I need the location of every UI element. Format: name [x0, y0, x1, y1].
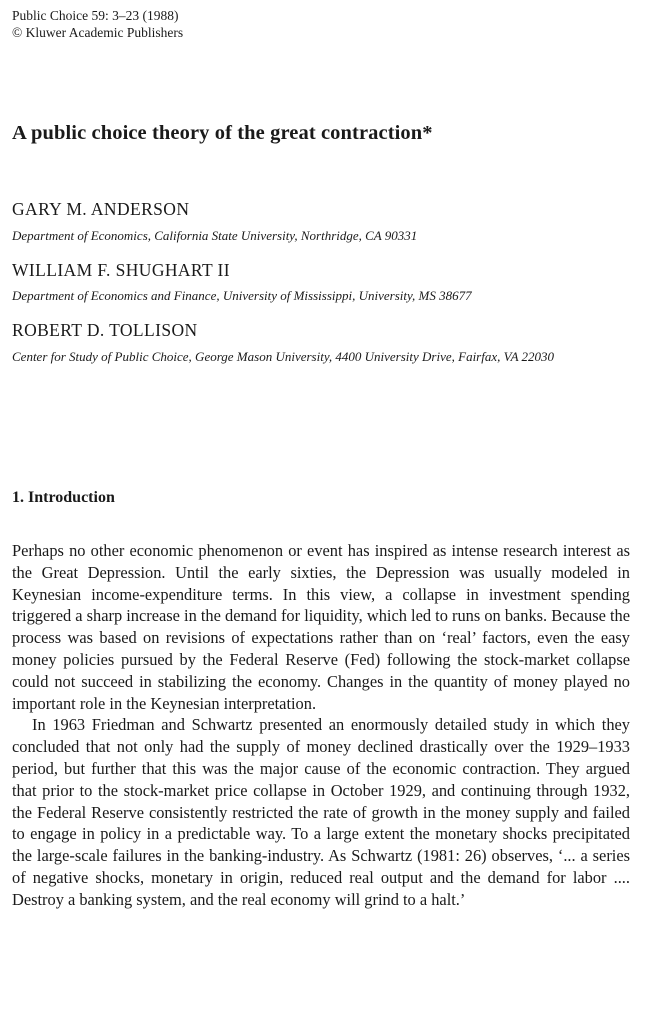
author-affiliation-1: Department of Economics, California State University, Northridge, CA 90331 [12, 228, 418, 243]
body-text [12, 540, 630, 911]
author-affiliation-3: Center for Study of Public Choice, George Mason University, 4400 University Drive, Fairfax, VA 22030 [12, 349, 555, 364]
journal-citation: Public Choice 59: 3–23 (1988) [12, 8, 179, 23]
publisher-line: © Kluwer Academic Publishers [12, 25, 184, 40]
paragraph-1: Perhaps no other economic phenomenon or event has inspired as intense research interest as the Great Depression. Until the early sixties, the Depression was usually modeled in Keynesian income-expenditure terms. In this view, a collapse in investment spending triggered a sharp increase in the demand for liquidity, which led to runs on banks. Because the process was based on revisions of expectations rather than on ‘real’ factors, even the easy money policies pursued by the Federal Reserve (Fed) following the stock-market collapse could not succeed in stabilizing the economy. Changes in the quantity of money played no important role in the Keynesian interpretation. [12, 541, 630, 713]
author-name-3: ROBERT D. TOLLISON [12, 320, 198, 340]
author-name-2: WILLIAM F. SHUGHART II [12, 260, 230, 280]
paragraph-2: In 1963 Friedman and Schwartz presented an enormously detailed study in which they concluded that not only had the supply of money declined drastically over the 1929–1933 period, but further that this was the major cause of the economic contraction. They argued that prior to the stock-market price collapse in October 1929, and continuing through 1932, the Federal Reserve consistently restricted the rate of growth in the money supply and failed to engage in policy in a predictable way. To a large extent the monetary shocks precipitated the large-scale failures in the banking-industry. As Schwartz (1981: 26) observes, ‘... a series of negative shocks, monetary in origin, reduced real output and the demand for labor .... Destroy a banking system, and the real economy will grind to a halt.’ [12, 715, 630, 909]
author-name-1: GARY M. ANDERSON [12, 199, 190, 219]
author-affiliation-2: Department of Economics and Finance, University of Mississippi, University, MS 38677 [12, 288, 472, 303]
paper-title: A public choice theory of the great contraction* [12, 122, 433, 144]
journal-info [12, 7, 183, 41]
section-heading: 1. Introduction [12, 489, 115, 506]
